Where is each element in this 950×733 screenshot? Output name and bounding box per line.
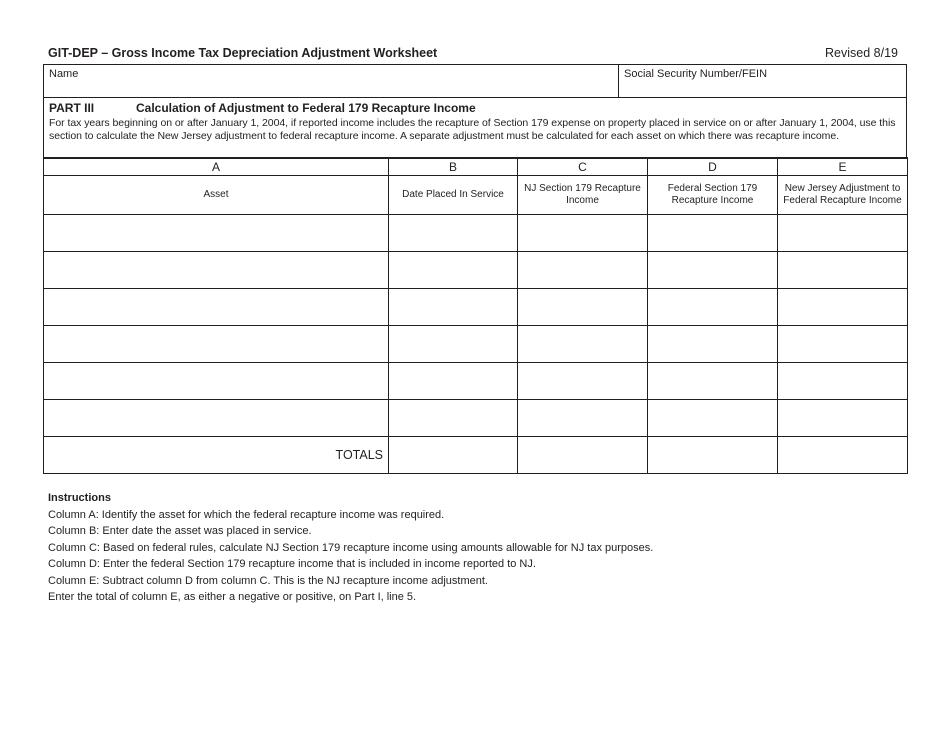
date-cell[interactable] bbox=[389, 326, 518, 363]
federal-recapture-cell[interactable] bbox=[648, 252, 778, 289]
date-cell[interactable] bbox=[389, 215, 518, 252]
table-row bbox=[44, 363, 908, 400]
instruction-line: Column E: Subtract column D from column C. This is the NJ recapture income adjustment. bbox=[48, 574, 488, 587]
column-header-nj-recapture: NJ Section 179 Recapture Income bbox=[518, 176, 648, 215]
totals-label: TOTALS bbox=[44, 437, 389, 474]
column-header-asset: Asset bbox=[44, 176, 389, 215]
instruction-line: Column B: Enter date the asset was placed in service. bbox=[48, 525, 312, 537]
total-date-cell[interactable] bbox=[389, 437, 518, 474]
nj-recapture-cell[interactable] bbox=[518, 363, 648, 400]
total-nj-recapture-cell[interactable] bbox=[518, 437, 648, 474]
ssn-label: Social Security Number/FEIN bbox=[624, 68, 768, 80]
federal-recapture-cell[interactable] bbox=[648, 289, 778, 326]
nj-recapture-cell[interactable] bbox=[518, 289, 648, 326]
instruction-line: Column C: Based on federal rules, calculate NJ Section 179 recapture income using amounts allowable for NJ tax purposes. bbox=[48, 541, 654, 554]
column-header-row bbox=[44, 176, 908, 215]
part-heading bbox=[49, 101, 901, 115]
adjustment-cell[interactable] bbox=[778, 363, 908, 400]
revision-date: Revised 8/19 bbox=[825, 46, 898, 60]
total-adjustment-cell[interactable] bbox=[778, 437, 908, 474]
column-letter-c: C bbox=[518, 158, 648, 176]
adjustment-cell[interactable] bbox=[778, 400, 908, 437]
name-label: Name bbox=[49, 68, 79, 80]
name-field[interactable] bbox=[44, 65, 619, 97]
instruction-line: Enter the total of column E, as either a negative or positive, on Part I, line 5. bbox=[48, 591, 417, 603]
asset-cell[interactable] bbox=[44, 363, 389, 400]
table-row bbox=[44, 215, 908, 252]
asset-cell[interactable] bbox=[44, 400, 389, 437]
federal-recapture-cell[interactable] bbox=[648, 326, 778, 363]
asset-cell[interactable] bbox=[44, 252, 389, 289]
nj-recapture-cell[interactable] bbox=[518, 400, 648, 437]
adjustment-cell[interactable] bbox=[778, 326, 908, 363]
instructions-section bbox=[48, 490, 653, 606]
column-header-nj-adjustment: New Jersey Adjustment to Federal Recapture Income bbox=[778, 176, 908, 215]
adjustment-cell[interactable] bbox=[778, 289, 908, 326]
adjustment-cell[interactable] bbox=[778, 252, 908, 289]
table-row bbox=[44, 252, 908, 289]
date-cell[interactable] bbox=[389, 363, 518, 400]
column-header-federal-recapture: Federal Section 179 Recapture Income bbox=[648, 176, 778, 215]
instructions-title: Instructions bbox=[48, 492, 111, 504]
column-header-date-placed: Date Placed In Service bbox=[389, 176, 518, 215]
federal-recapture-cell[interactable] bbox=[648, 363, 778, 400]
totals-row bbox=[44, 437, 908, 474]
instruction-line: Column A: Identify the asset for which the federal recapture income was required. bbox=[48, 508, 445, 521]
form-title: GIT-DEP – Gross Income Tax Depreciation Adjustment Worksheet bbox=[48, 46, 438, 60]
ssn-field[interactable] bbox=[619, 65, 906, 97]
form-frame bbox=[43, 64, 907, 159]
adjustment-cell[interactable] bbox=[778, 215, 908, 252]
recapture-table bbox=[43, 157, 908, 474]
column-letter-a: A bbox=[44, 158, 389, 176]
column-letter-d: D bbox=[648, 158, 778, 176]
part-section bbox=[44, 98, 906, 159]
asset-cell[interactable] bbox=[44, 289, 389, 326]
asset-cell[interactable] bbox=[44, 326, 389, 363]
date-cell[interactable] bbox=[389, 400, 518, 437]
nj-recapture-cell[interactable] bbox=[518, 215, 648, 252]
column-letter-row bbox=[44, 158, 908, 176]
column-letter-b: B bbox=[389, 158, 518, 176]
date-cell[interactable] bbox=[389, 289, 518, 326]
table-row bbox=[44, 400, 908, 437]
federal-recapture-cell[interactable] bbox=[648, 400, 778, 437]
column-letter-e: E bbox=[778, 158, 908, 176]
part-description: For tax years beginning on or after January 1, 2004, if reported income includes the recapture of Section 179 expense on property placed in service on or after January 1, 2004, use this section to calculate the New Jersey adjustment to federal recapture income. A separate adjustment must be calculated for each asset on which there was recapture income. bbox=[49, 117, 896, 142]
federal-recapture-cell[interactable] bbox=[648, 215, 778, 252]
nj-recapture-cell[interactable] bbox=[518, 252, 648, 289]
part-title: Calculation of Adjustment to Federal 179 Recapture Income bbox=[136, 101, 476, 115]
table-row bbox=[44, 289, 908, 326]
asset-cell[interactable] bbox=[44, 215, 389, 252]
table-row bbox=[44, 326, 908, 363]
instruction-line: Column D: Enter the federal Section 179 recapture income that is included in income reported to NJ. bbox=[48, 558, 536, 570]
identity-row bbox=[44, 65, 906, 98]
date-cell[interactable] bbox=[389, 252, 518, 289]
part-label: PART III bbox=[49, 101, 95, 115]
nj-recapture-cell[interactable] bbox=[518, 326, 648, 363]
total-federal-recapture-cell[interactable] bbox=[648, 437, 778, 474]
